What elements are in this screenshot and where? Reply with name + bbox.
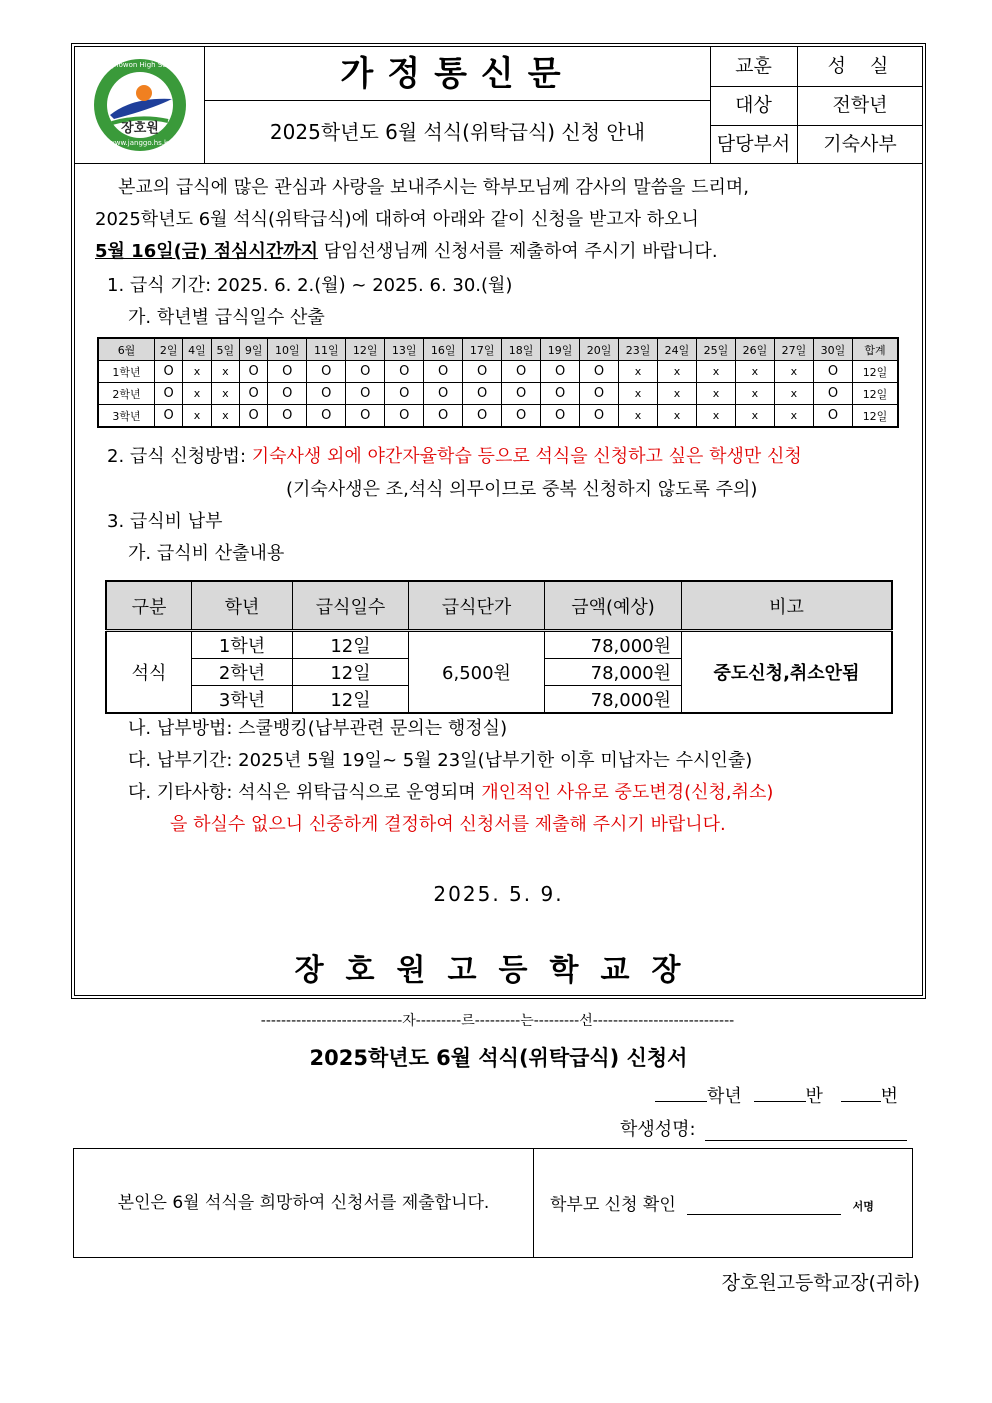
table-header: 18일 [502, 338, 541, 361]
meal-mark: O [424, 405, 463, 428]
header-divider [204, 100, 710, 101]
logo-school-name: Janghowon High School [98, 61, 182, 69]
table-header: 2일 [155, 338, 183, 361]
meal-fee-table [105, 580, 893, 714]
meal-mark: x [774, 405, 813, 428]
meal-mark: O [385, 383, 424, 405]
meal-mark: x [183, 383, 211, 405]
table-header: 급식단가 [409, 581, 545, 631]
fee-grade: 2학년 [192, 659, 293, 686]
number-label: 번 [880, 1086, 899, 1107]
fee-amount: 78,000원 [545, 686, 682, 714]
meal-mark: O [268, 405, 307, 428]
payment-method: 나. 납부방법: 스쿨뱅킹(납부관련 문의는 행정실) [128, 718, 508, 739]
fee-grade: 3학년 [192, 686, 293, 714]
meal-mark: O [502, 405, 541, 428]
meal-mark: x [619, 405, 658, 428]
table-header: 구분 [106, 581, 192, 631]
intro-line: 본교의 급식에 많은 관심과 사랑을 보내주시는 학부모님께 감사의 말씀을 드리며, [118, 177, 750, 198]
meal-mark: O [346, 405, 385, 428]
student-name-blank[interactable] [705, 1122, 907, 1141]
table-header: 10일 [268, 338, 307, 361]
meal-mark: O [813, 405, 852, 428]
principal-name: 장호원고등학교장 [294, 953, 703, 988]
intro-line-rest: 담임선생님께 신청서를 제출하여 주시기 바랍니다. [318, 241, 718, 262]
page-title: 가정통신문 [340, 54, 575, 94]
meal-total: 12일 [853, 405, 899, 428]
deadline-emphasis: 5월 16일(금) 점심시간까지 [95, 241, 319, 262]
logo-url: www.janggo.hs.kr [109, 139, 171, 147]
meal-mark: O [239, 383, 267, 405]
meal-mark: O [346, 361, 385, 383]
meal-mark: O [385, 405, 424, 428]
number-blank[interactable] [841, 1083, 881, 1102]
section-2-red-text: 기숙사생 외에 야간자율학습 등으로 석식을 신청하고 싶은 학생만 신청 [251, 446, 802, 467]
meal-mark: x [211, 361, 239, 383]
fee-days: 12일 [293, 659, 409, 686]
table-header: 13일 [385, 338, 424, 361]
table-header: 24일 [658, 338, 697, 361]
table-header: 27일 [774, 338, 813, 361]
meal-mark: O [463, 405, 502, 428]
meal-mark: x [774, 361, 813, 383]
parent-confirm [550, 1190, 874, 1215]
table-header: 학년 [192, 581, 293, 631]
table-header: 비고 [682, 581, 893, 631]
table-header: 급식일수 [293, 581, 409, 631]
meal-mark: x [658, 361, 697, 383]
info-value: 전학년 [832, 94, 888, 116]
meal-mark: x [183, 405, 211, 428]
table-header: 25일 [696, 338, 735, 361]
payment-etc-prefix: 다. 기타사항: 석식은 위탁급식으로 운영되며 [128, 782, 482, 803]
meal-mark: O [463, 383, 502, 405]
table-header: 4일 [183, 338, 211, 361]
section-2-note: (기숙사생은 조,석식 의무이므로 중복 신청하지 않도록 주의) [286, 479, 758, 500]
fee-grade: 1학년 [192, 631, 293, 659]
grade-label: 1학년 [98, 361, 155, 383]
student-name-label: 학생성명: [620, 1119, 696, 1140]
table-header: 26일 [735, 338, 774, 361]
meal-mark: x [774, 383, 813, 405]
fee-unit-price: 6,500원 [409, 631, 545, 714]
intro-line: 2025학년도 6월 석식(위탁급식)에 대하여 아래와 같이 신청을 받고자 하오니 [95, 209, 699, 230]
table-header: 11일 [307, 338, 346, 361]
meal-mark: O [463, 361, 502, 383]
meal-mark: O [239, 405, 267, 428]
table-row [106, 581, 892, 631]
class-label: 반 [805, 1086, 823, 1107]
meal-mark: O [268, 361, 307, 383]
meal-mark: x [696, 405, 735, 428]
class-blank[interactable] [754, 1083, 806, 1102]
grade-blank[interactable] [655, 1083, 707, 1102]
meal-mark: O [580, 361, 619, 383]
meal-mark: x [735, 383, 774, 405]
info-label: 대상 [735, 94, 772, 116]
meal-mark: x [211, 405, 239, 428]
table-header: 30일 [813, 338, 852, 361]
meal-mark: O [502, 361, 541, 383]
meal-days-table [97, 337, 899, 428]
meal-total: 12일 [853, 361, 899, 383]
notice-subtitle: 2025학년도 6월 석식(위탁급식) 신청 안내 [269, 120, 646, 144]
table-row [98, 361, 898, 383]
payment-period: 다. 납부기간: 2025년 5월 19일~ 5월 23일(납부기한 이후 미납자는 수시인출) [128, 750, 753, 771]
meal-mark: O [307, 361, 346, 383]
table-header: 5일 [211, 338, 239, 361]
meal-mark: O [424, 361, 463, 383]
meal-mark: x [735, 361, 774, 383]
meal-mark: O [424, 383, 463, 405]
cut-line: ----------------------------자---------르---------는---------선---------------------------- [260, 1013, 735, 1029]
section-3-heading: 3. 급식비 납부 [107, 511, 223, 532]
table-header: 6월 [98, 338, 155, 361]
sign-label: 서명 [852, 1200, 874, 1213]
meal-mark: O [541, 405, 580, 428]
meal-mark: O [385, 361, 424, 383]
meal-mark: x [696, 383, 735, 405]
meal-mark: O [268, 383, 307, 405]
fee-remark: 중도신청,취소안됨 [682, 631, 893, 714]
fee-amount: 78,000원 [545, 659, 682, 686]
intro-line [95, 236, 718, 267]
meal-mark: O [307, 383, 346, 405]
meal-mark: O [502, 383, 541, 405]
payment-etc-line2: 을 하실수 없으니 신중하게 결정하여 신청서를 제출해 주시기 바랍니다. [170, 814, 726, 835]
table-header: 12일 [346, 338, 385, 361]
student-name-line [620, 1115, 907, 1141]
meal-mark: O [541, 383, 580, 405]
meal-mark: O [346, 383, 385, 405]
table-header: 19일 [541, 338, 580, 361]
table-header: 20일 [580, 338, 619, 361]
info-value: 성 실 [827, 55, 893, 77]
addressee: 장호원고등학교장(귀하) [721, 1272, 920, 1294]
grade-label: 3학년 [98, 405, 155, 428]
table-header: 17일 [463, 338, 502, 361]
table-header: 합계 [853, 338, 899, 361]
meal-mark: x [211, 383, 239, 405]
meal-mark: O [580, 383, 619, 405]
meal-mark: O [541, 361, 580, 383]
table-row [98, 338, 898, 361]
table-row [98, 383, 898, 405]
section-2-heading [107, 441, 802, 472]
application-statement: 본인은 6월 석식을 희망하여 신청서를 제출합니다. [117, 1193, 490, 1213]
parent-confirm-label: 학부모 신청 확인 [550, 1195, 676, 1215]
info-label: 교훈 [735, 55, 772, 77]
meal-mark: O [307, 405, 346, 428]
meal-total: 12일 [853, 383, 899, 405]
section-1-sub: 가. 학년별 급식일수 산출 [128, 307, 325, 328]
table-header: 23일 [619, 338, 658, 361]
meal-mark: x [658, 405, 697, 428]
meal-mark: O [580, 405, 619, 428]
signature-divider [533, 1148, 534, 1258]
meal-mark: O [155, 405, 183, 428]
fee-category: 석식 [106, 631, 192, 714]
table-header: 9일 [239, 338, 267, 361]
fee-days: 12일 [293, 686, 409, 714]
meal-mark: O [155, 383, 183, 405]
parent-sign-blank[interactable] [687, 1196, 841, 1215]
student-class-line [655, 1082, 898, 1108]
info-label: 담당부서 [716, 133, 791, 155]
meal-mark: x [619, 383, 658, 405]
meal-mark: x [619, 361, 658, 383]
fee-amount: 78,000원 [545, 631, 682, 659]
section-3-sub: 가. 급식비 산출내용 [128, 543, 285, 564]
meal-mark: O [239, 361, 267, 383]
school-logo [92, 57, 188, 153]
meal-mark: x [658, 383, 697, 405]
fee-days: 12일 [293, 631, 409, 659]
form-title: 2025학년도 6월 석식(위탁급식) 신청서 [309, 1046, 688, 1070]
meal-mark: x [735, 405, 774, 428]
payment-etc [128, 777, 773, 808]
payment-etc-red: 개인적인 사유로 중도변경(신청,취소) [481, 782, 774, 803]
meal-mark: O [155, 361, 183, 383]
table-header: 16일 [424, 338, 463, 361]
logo-name: 장호원 [121, 121, 159, 136]
meal-mark: O [813, 361, 852, 383]
section-2-label: 2. 급식 신청방법: [107, 446, 252, 467]
notice-date: 2025. 5. 9. [433, 882, 564, 906]
meal-mark: x [183, 361, 211, 383]
table-row [98, 405, 898, 428]
grade-label: 2학년 [98, 383, 155, 405]
section-1-heading: 1. 급식 기간: 2025. 6. 2.(월) ~ 2025. 6. 30.(월) [107, 275, 513, 296]
table-row [106, 631, 892, 659]
meal-mark: O [813, 383, 852, 405]
grade-label: 학년 [707, 1086, 742, 1107]
info-value: 기숙사부 [823, 133, 897, 155]
meal-mark: x [696, 361, 735, 383]
table-header: 금액(예상) [545, 581, 682, 631]
